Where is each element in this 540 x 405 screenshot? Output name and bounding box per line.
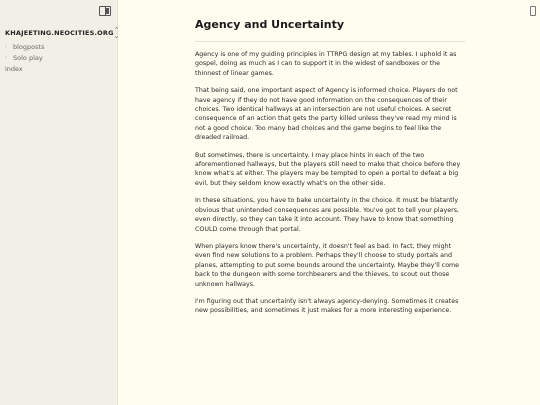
article-body — [195, 50, 465, 316]
chevron-right-icon: › — [5, 54, 7, 61]
tree-folder-blogposts[interactable] — [5, 41, 44, 52]
tree-folder-solo-play[interactable] — [5, 52, 44, 63]
sidebar-toggle-icon[interactable] — [99, 6, 111, 16]
article — [195, 18, 465, 324]
sidebar — [0, 0, 118, 405]
page-title: Agency and Uncertainty — [195, 18, 465, 42]
paragraph: I'm figuring out that uncertainty isn't always agency-denying. Sometimes it creates new possibilities, and sometimes it just makes for a more interesting experience. — [195, 297, 459, 315]
site-title: KHAJEETING.NEOCITIES.ORG — [5, 29, 114, 37]
tree-item-label: index — [5, 64, 23, 73]
site-switcher[interactable] — [5, 26, 120, 40]
paragraph: In these situations, you have to bake uncertainty in the choice. It must be blatantly obvious that unintended consequences are possible. You've got to tell your players, even directly, so they can take it into account. They have to know that something COULD come through that portal. — [195, 197, 459, 233]
file-tree — [5, 41, 44, 74]
paragraph: Agency is one of my guiding principles in TTRPG design at my tables. I uphold it as gospel, doing as much as I can to support it in the widest of sandboxes or the thinnest of linear games. — [195, 51, 457, 77]
tree-item-label: blogposts — [13, 42, 45, 51]
tree-file-index[interactable] — [5, 63, 44, 74]
paragraph: But sometimes, there is uncertainty. I may place hints in each of the two aforementioned hallways, but the players still need to make that choice before they know what's at either. The players may be tempted to open a portal to defeat a big evil, but they seldom know exactly what's on the other side. — [195, 151, 461, 187]
paragraph: That being said, one important aspect of Agency is informed choice. Players do not have agency if they do not have good information on the consequences of their choices. Two identical hallways at an intersection are not useful choices. A secret consequence of an action that gets the party killed unless they've read my mind is not a good choice. Too many bad choices and the game begins to feel like the dreaded railroad. — [195, 87, 458, 142]
chevron-updown-icon[interactable]: ⌃ ⌄ — [113, 26, 120, 40]
right-panel-toggle-icon[interactable] — [530, 6, 536, 16]
tree-item-label: Solo play — [13, 53, 43, 62]
chevron-right-icon: › — [5, 43, 7, 50]
paragraph: When players know there's uncertainty, it doesn't feel as bad. In fact, they might even find new solutions to a problem. Perhaps they'll choose to study portals and planes, attempting to put some bounds around the uncertainty. Maybe they'll come back to the dungeon with some torchbearers and the thieves, to scout out those unknown hallways. — [195, 242, 460, 288]
